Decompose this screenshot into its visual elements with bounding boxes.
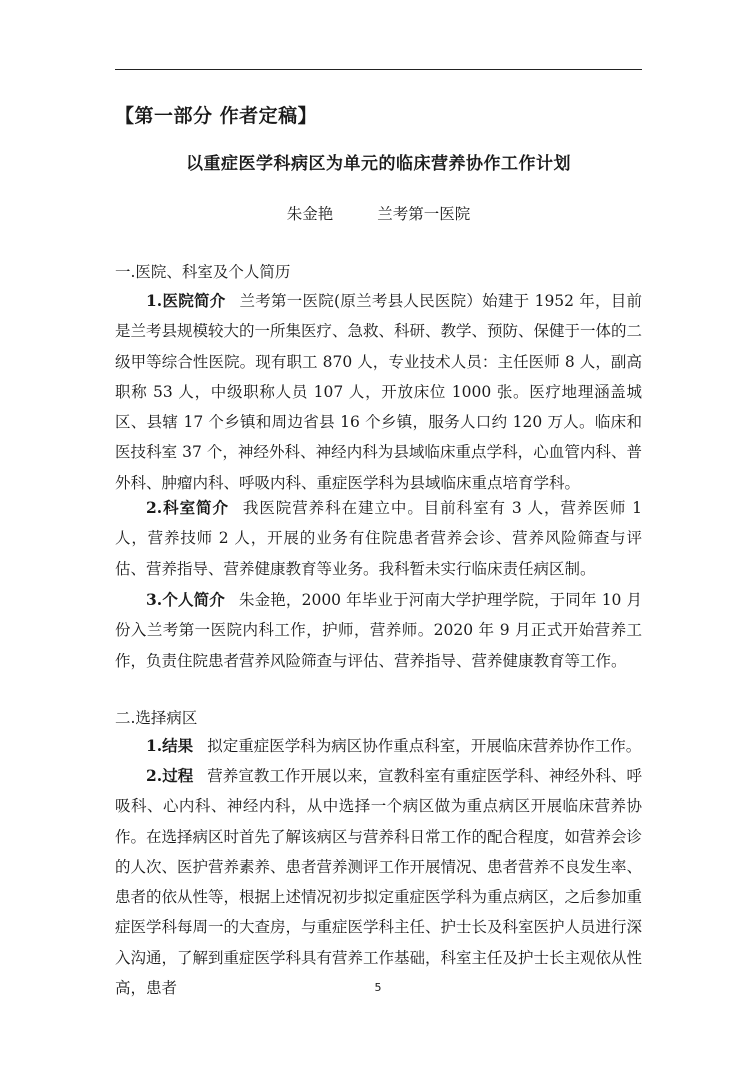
paragraph-lead: 1.医院简介 xyxy=(146,291,226,310)
paragraph-text: 拟定重症医学科为病区协作重点科室，开展临床营养协作工作。 xyxy=(207,737,642,755)
section-heading-2: 二.选择病区 xyxy=(115,709,198,727)
paragraph-lead: 3.个人简介 xyxy=(146,590,225,609)
paragraph-department-intro xyxy=(115,493,642,584)
author-name: 朱金艳 xyxy=(286,205,334,223)
paragraph-text: 兰考第一医院(原兰考县人民医院）始建于 1952 年，目前是兰考县规模较大的一所集医疗、急救、科研、教学、预防、保健于一体的二级甲等综合性医院。现有职工 870 人，专业技术人员：主任医师 8 人，副高职称 53 人，中级职称人员 107 人，开放床位 1000 张。医疗地理涵盖城区、县辖 17 个乡镇和周边省县 16 个乡镇，服务人口约 120 万人。临床和医技科室 37 个，神经外科、神经内科为县域临床重点学科，心血管内科、普外科、肿瘤内科、呼吸内科、重症医学科为县域临床重点培育学科。 xyxy=(115,292,643,492)
part-title: 【第一部分 作者定稿】 xyxy=(115,105,318,127)
paragraph-lead: 2.过程 xyxy=(146,766,194,785)
paragraph-process xyxy=(115,761,642,1003)
document-title: 以重症医学科病区为单元的临床营养协作工作计划 xyxy=(186,154,571,174)
byline xyxy=(115,202,642,224)
page-number: 5 xyxy=(374,981,382,994)
paragraph-text: 我医院营养科在建立中。目前科室有 3 人，营养医师 1 人，营养技师 2 人，开展的业务有住院患者营养会诊、营养风险筛查与评估、营养指导、营养健康教育等业务。我科暂未实行临床责任病区制。 xyxy=(115,499,642,578)
paragraph-hospital-intro xyxy=(115,286,642,498)
paragraph-lead: 1.结果 xyxy=(146,736,194,755)
paragraph-result xyxy=(115,731,642,761)
author-hospital: 兰考第一医院 xyxy=(377,205,471,223)
paragraph-personal-intro xyxy=(115,585,642,676)
section-heading-1: 一.医院、科室及个人简历 xyxy=(115,263,291,281)
paragraph-text: 营养宣教工作开展以来，宣教科室有重症医学科、神经外科、呼吸科、心内科、神经内科，从中选择一个病区做为重点病区开展临床营养协作。在选择病区时首先了解该病区与营养科日常工作的配合程度，如营养会诊的人次、医护营养素养、患者营养测评工作开展情况、患者营养不良发生率、患者的依从性等，根据上述情况初步拟定重症医学科为重点病区，之后参加重症医学科每周一的大查房，与重症医学科主任、护士长及科室医护人员进行深入沟通，了解到重症医学科具有营养工作基础，科室主任及护士长主观依从性高，患者 xyxy=(115,767,643,998)
header-rule xyxy=(115,69,642,70)
paragraph-text: 朱金艳，2000 年毕业于河南大学护理学院，于同年 10 月份入兰考第一医院内科工作，护师，营养师。2020 年 9 月正式开始营养工作，负责住院患者营养风险筛查与评估、营养指导、营养健康教育等工作。 xyxy=(115,591,643,670)
paragraph-lead: 2.科室简介 xyxy=(146,498,229,517)
